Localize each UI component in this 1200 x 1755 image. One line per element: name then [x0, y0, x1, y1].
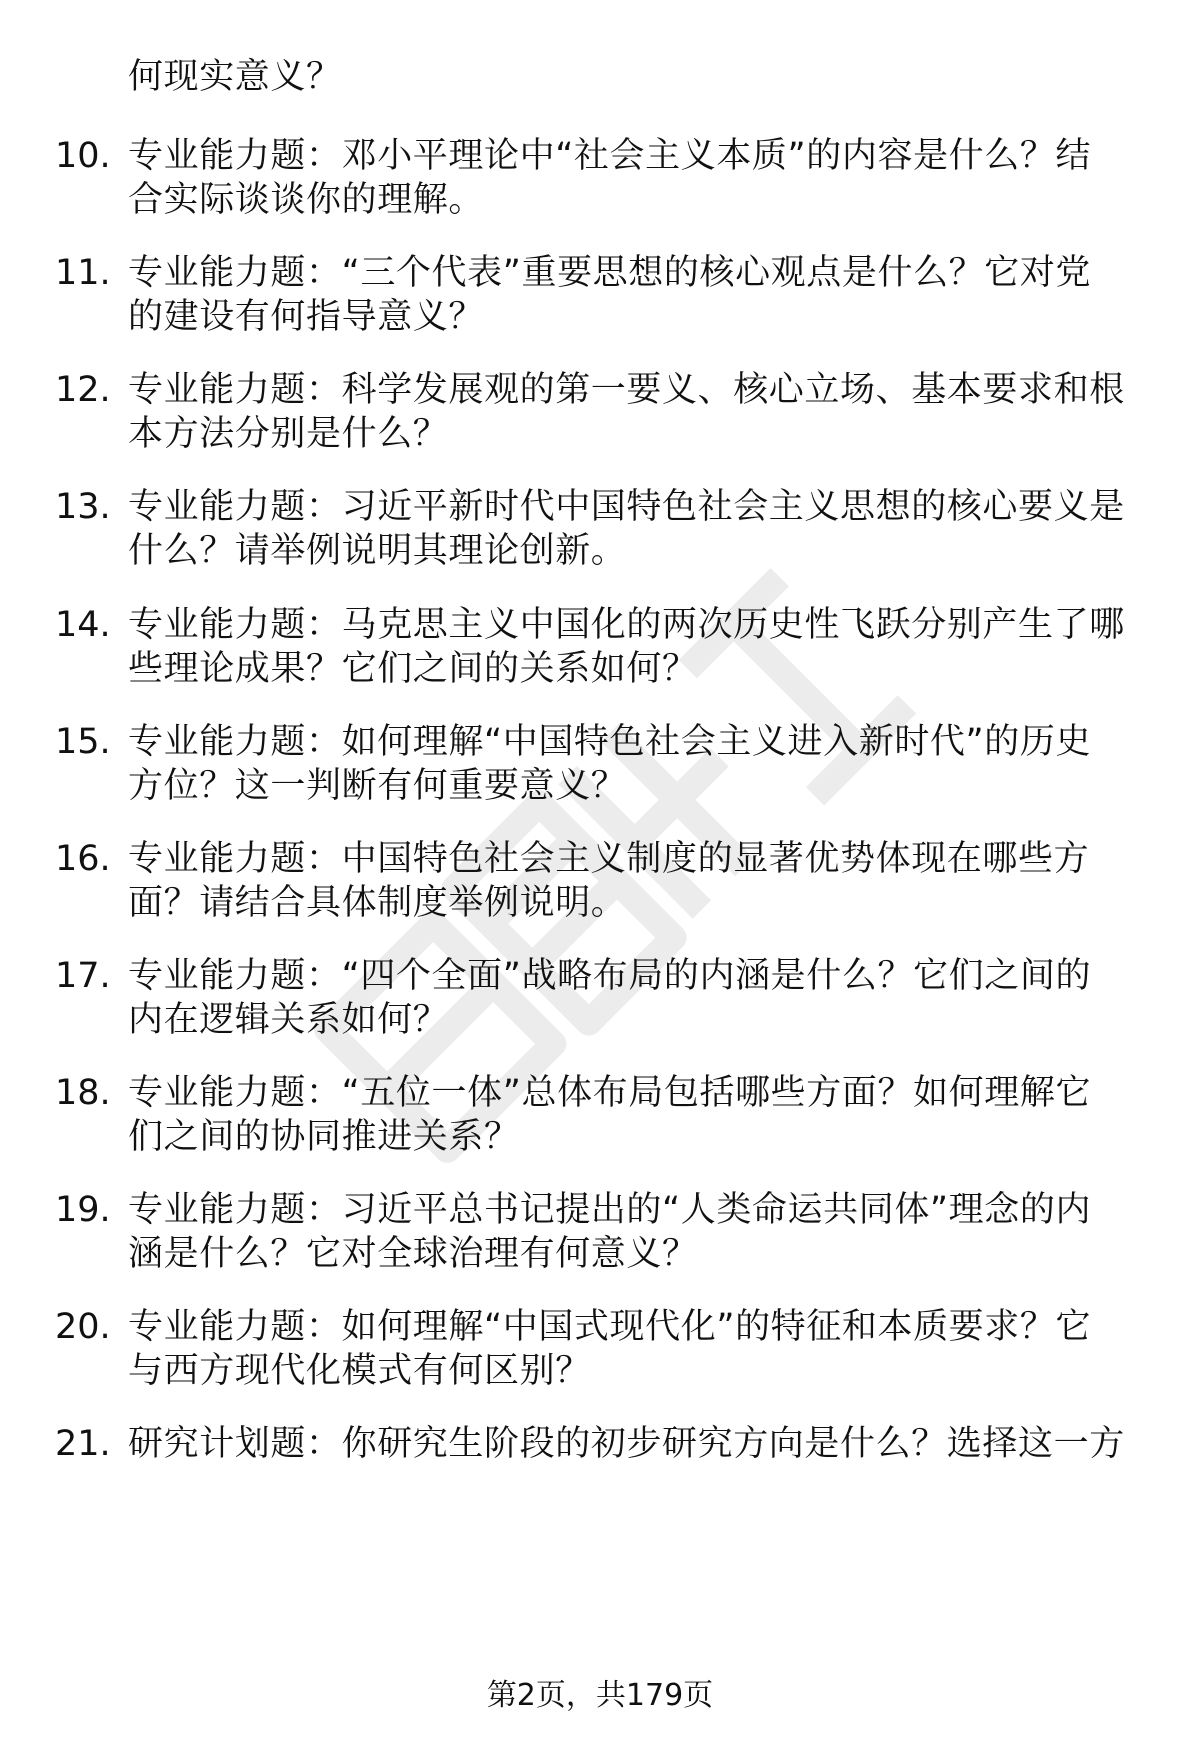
question-number: 18. — [55, 1073, 111, 1113]
question-text-line: 专业能力题：马克思主义中国化的两次历史性飞跃分别产生了哪 — [128, 605, 1125, 645]
question-text-line: 与西方现代化模式有何区别？ — [128, 1351, 591, 1391]
question-text-line: 专业能力题：科学发展观的第一要义、核心立场、基本要求和根 — [128, 370, 1125, 410]
question-text-line: 本方法分别是什么？ — [128, 414, 449, 454]
question-text-line: 专业能力题：“四个全面”战略布局的内涵是什么？它们之间的 — [128, 956, 1092, 996]
question-number: 20. — [55, 1307, 111, 1347]
question-text-line: 研究计划题：你研究生阶段的初步研究方向是什么？选择这一方 — [128, 1424, 1125, 1464]
question-text-line: 何现实意义？ — [128, 57, 342, 97]
question-number: 17. — [55, 956, 111, 996]
question-text-line: 合实际谈谈你的理解。 — [128, 180, 485, 220]
question-text-line: 面？请结合具体制度举例说明。 — [128, 883, 627, 923]
question-number: 16. — [55, 839, 111, 879]
question-number: 12. — [55, 370, 111, 410]
question-text-line: 专业能力题：习近平总书记提出的“人类命运共同体”理念的内 — [128, 1190, 1092, 1230]
question-number: 13. — [55, 487, 111, 527]
page-number-footer: 第2页，共179页 — [486, 1678, 714, 1713]
question-text-line: 专业能力题：中国特色社会主义制度的显著优势体现在哪些方 — [128, 839, 1090, 879]
question-text-line: 涵是什么？它对全球治理有何意义？ — [128, 1234, 698, 1274]
question-text-line: 的建设有何指导意义？ — [128, 297, 485, 337]
question-text-line: 方位？这一判断有何重要意义？ — [128, 766, 627, 806]
question-text-line: 专业能力题：“三个代表”重要思想的核心观点是什么？它对党 — [128, 253, 1092, 293]
question-text-line: 专业能力题：“五位一体”总体布局包括哪些方面？如何理解它 — [128, 1073, 1092, 1113]
question-number: 15. — [55, 722, 111, 762]
question-text-line: 专业能力题：邓小平理论中“社会主义本质”的内容是什么？结 — [128, 136, 1092, 176]
question-text-line: 些理论成果？它们之间的关系如何？ — [128, 649, 698, 689]
question-number: 19. — [55, 1190, 111, 1230]
question-text-line: 专业能力题：习近平新时代中国特色社会主义思想的核心要义是 — [128, 487, 1125, 527]
question-number: 21. — [55, 1424, 111, 1464]
question-text-line: 专业能力题：如何理解“中国特色社会主义进入新时代”的历史 — [128, 722, 1092, 762]
question-text-line: 内在逻辑关系如何？ — [128, 1000, 449, 1040]
question-text-line: 专业能力题：如何理解“中国式现代化”的特征和本质要求？它 — [128, 1307, 1092, 1347]
question-number: 10. — [55, 136, 111, 176]
question-number: 14. — [55, 605, 111, 645]
question-text-line: 们之间的协同推进关系？ — [128, 1117, 520, 1157]
question-number: 11. — [55, 253, 111, 293]
question-text-line: 什么？请举例说明其理论创新。 — [128, 531, 627, 571]
